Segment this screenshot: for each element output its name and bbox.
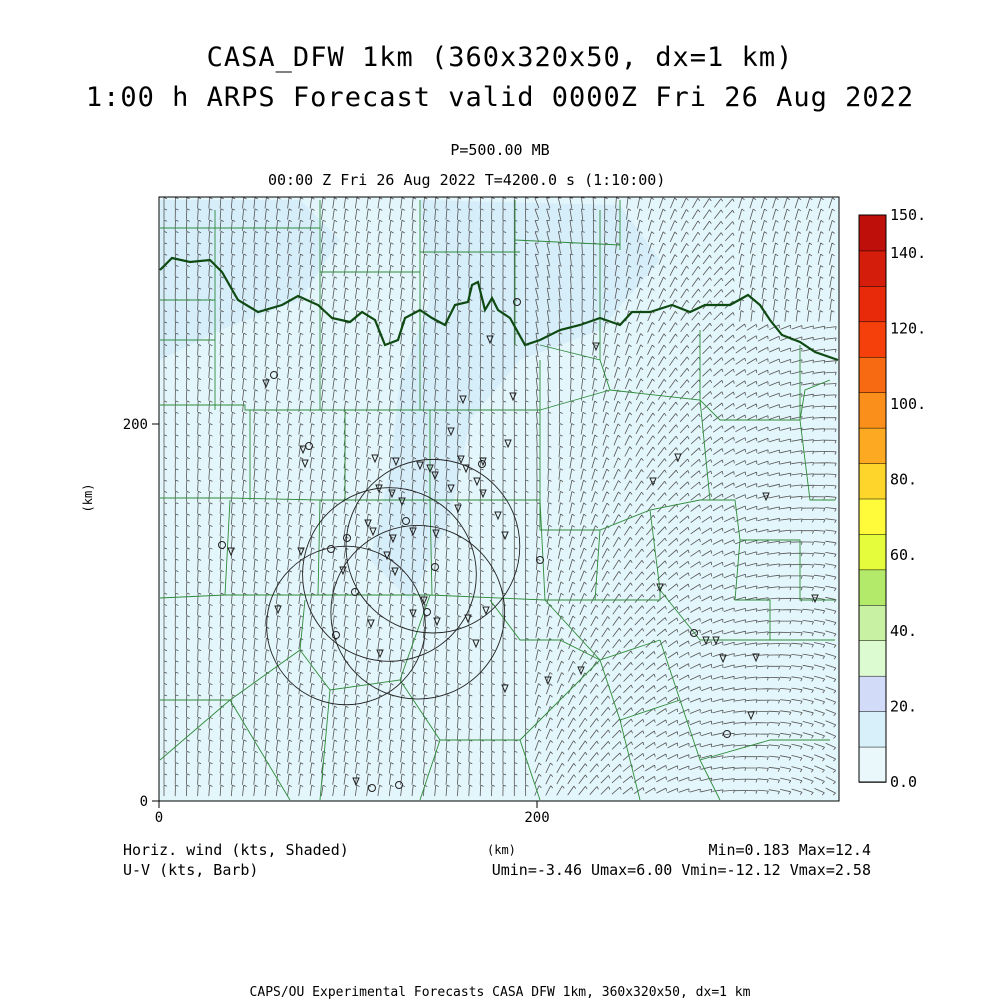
uv-range-readout: Umin=-3.46 Umax=6.00 Vmin=-12.12 Vmax=2.58 [491,861,871,879]
colorbar-label-5: 100. [890,395,927,413]
x-tick-0: 0 [154,810,164,826]
colorbar-bin-10 [859,392,886,428]
colorbar [859,215,886,783]
colorbar-bin-2 [859,676,886,712]
colorbar-bin-3 [859,640,886,676]
colorbar-bin-9 [859,428,886,464]
colorbar-bin-13 [859,286,886,322]
y-tick-0: 0 [139,794,148,810]
colorbar-bin-11 [859,357,886,393]
colorbar-bin-7 [859,499,886,535]
colorbar-label-6: 120. [890,319,927,338]
colorbar-label-7: 140. [890,243,927,262]
colorbar-bin-1 [859,711,886,747]
min-max-readout: Min=0.183 Max=12.4 [708,841,871,859]
colorbar-label-1: 20. [890,697,918,716]
colorbar-bin-6 [859,534,886,570]
colorbar-label-8: 150. [890,206,927,224]
colorbar-bin-12 [859,321,886,357]
x-tick-200: 200 [524,810,550,826]
colorbar-label-0: 0.0 [890,773,918,791]
colorbar-labels [890,206,926,791]
colorbar-bin-5 [859,569,886,605]
pressure-level: P=500.00 MB [450,141,550,159]
y-axis-label: (km) [81,483,95,513]
colorbar-label-3: 60. [890,546,918,565]
chart-title: CASA_DFW 1km (360x320x50, dx=1 km) [206,42,794,73]
y-tick-200: 200 [122,417,148,433]
colorbar-label-4: 80. [890,470,918,489]
colorbar-bin-0 [859,747,886,783]
colorbar-bin-8 [859,463,886,499]
vector-label: U-V (kts, Barb) [123,861,259,879]
map-area [159,197,839,801]
x-axis-label: (km) [487,843,516,857]
colorbar-bin-4 [859,605,886,641]
colorbar-bin-14 [859,250,886,286]
credit-line: CAPS/OU Experimental Forecasts CASA DFW 1km, 360x320x50, dx=1 km [249,985,751,1000]
colorbar-label-2: 40. [890,621,918,640]
colorbar-bin-15 [859,215,886,251]
chart-subtitle: 1:00 h ARPS Forecast valid 0000Z Fri 26 Aug 2022 [85,82,915,113]
field-label: Horiz. wind (kts, Shaded) [123,841,349,859]
valid-time-line: 00:00 Z Fri 26 Aug 2022 T=4200.0 s (1:10:00) [268,171,666,189]
